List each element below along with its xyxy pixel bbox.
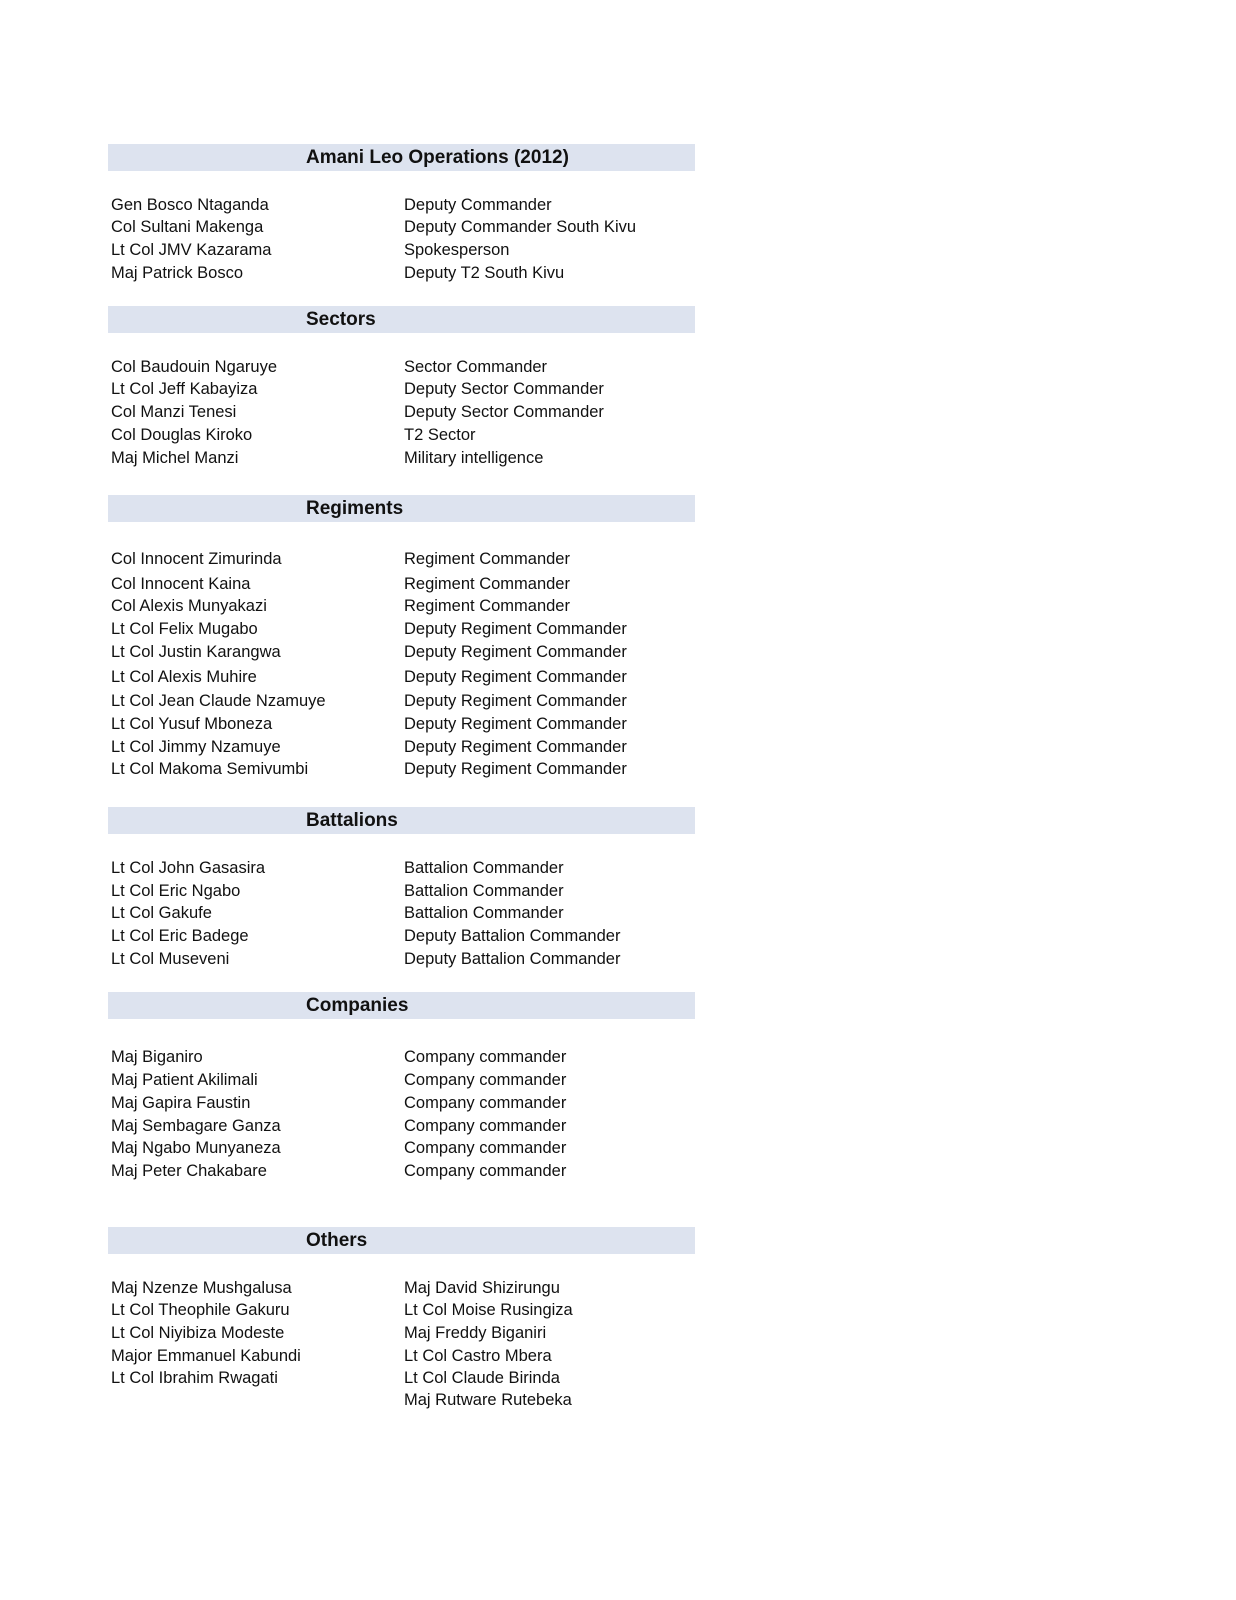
name-cell-right: Maj Rutware Rutebeka [404,1391,572,1409]
section-header-amani-leo-operations [108,144,695,171]
table-row [0,263,1236,285]
table-row [0,379,1236,401]
name-cell: Lt Col Niyibiza Modeste [111,1324,285,1342]
name-cell: Lt Col Alexis Muhire [111,668,257,686]
role-cell: Deputy Regiment Commander [404,692,627,710]
role-cell: Deputy Regiment Commander [404,738,627,756]
name-cell: Col Innocent Zimurinda [111,550,282,568]
role-cell: Regiment Commander [404,575,570,593]
name-cell: Lt Col Theophile Gakuru [111,1301,290,1319]
table-row [0,881,1236,903]
name-cell: Lt Col Yusuf Mboneza [111,715,273,733]
role-cell: Battalion Commander [404,859,564,877]
table-row [0,1116,1236,1138]
role-cell: Company commander [404,1071,567,1089]
table-row [0,714,1236,736]
table-row [0,619,1236,641]
role-cell: Deputy Regiment Commander [404,760,627,778]
name-cell: Lt Col Ibrahim Rwagati [111,1369,278,1387]
name-cell: Lt Col Makoma Semivumbi [111,760,309,778]
role-cell: Deputy Battalion Commander [404,927,621,945]
role-cell: Company commander [404,1117,567,1135]
table-row [0,549,1236,571]
name-cell: Lt Col JMV Kazarama [111,241,272,259]
name-cell: Col Manzi Tenesi [111,403,237,421]
name-cell: Maj Nzenze Mushgalusa [111,1279,292,1297]
table-row [0,1323,1236,1345]
table-row [0,691,1236,713]
table-row [0,667,1236,689]
section-title: Others [306,1230,368,1251]
role-cell: Company commander [404,1048,567,1066]
table-row [0,217,1236,239]
section-title: Battalions [306,810,398,831]
table-row [0,1278,1236,1300]
table-row [0,642,1236,664]
role-cell: Deputy Regiment Commander [404,715,627,733]
name-cell: Maj Patrick Bosco [111,264,244,282]
table-row [0,574,1236,596]
name-cell: Maj Sembagare Ganza [111,1117,281,1135]
table-row [0,949,1236,971]
table-row [0,1093,1236,1115]
name-cell: Col Alexis Munyakazi [111,597,267,615]
role-cell: Military intelligence [404,449,544,467]
role-cell: Regiment Commander [404,597,570,615]
section-header-battalions [108,807,695,834]
name-cell: Lt Col Jimmy Nzamuye [111,738,281,756]
role-cell: Spokesperson [404,241,510,259]
name-cell: Lt Col Jeff Kabayiza [111,380,258,398]
table-row [0,1070,1236,1092]
table-row [0,425,1236,447]
section-header-others [108,1227,695,1254]
table-row [0,1390,1236,1412]
role-cell: Deputy Regiment Commander [404,620,627,638]
role-cell: Company commander [404,1139,567,1157]
name-cell: Gen Bosco Ntaganda [111,196,269,214]
section-title: Regiments [306,498,404,519]
name-cell: Col Innocent Kaina [111,575,251,593]
table-row [0,1368,1236,1390]
name-cell: Col Baudouin Ngaruye [111,358,278,376]
table-row [0,903,1236,925]
name-cell-right: Lt Col Moise Rusingiza [404,1301,573,1319]
table-row [0,737,1236,759]
section-title: Companies [306,995,409,1016]
role-cell: Regiment Commander [404,550,570,568]
table-row [0,596,1236,618]
role-cell: Deputy Regiment Commander [404,668,627,686]
role-cell: Deputy Regiment Commander [404,643,627,661]
table-row [0,1300,1236,1322]
name-cell: Lt Col Eric Badege [111,927,249,945]
name-cell: Lt Col Eric Ngabo [111,882,241,900]
role-cell: Battalion Commander [404,882,564,900]
section-header-sectors [108,306,695,333]
role-cell: T2 Sector [404,426,476,444]
table-row [0,1346,1236,1368]
role-cell: Deputy Battalion Commander [404,950,621,968]
table-row [0,1138,1236,1160]
table-row [0,195,1236,217]
name-cell: Maj Biganiro [111,1048,203,1066]
table-row [0,402,1236,424]
name-cell: Maj Michel Manzi [111,449,239,467]
section-header-companies [108,992,695,1019]
role-cell: Company commander [404,1094,567,1112]
role-cell: Battalion Commander [404,904,564,922]
name-cell: Major Emmanuel Kabundi [111,1347,301,1365]
table-row [0,1047,1236,1069]
role-cell: Sector Commander [404,358,548,376]
role-cell: Deputy T2 South Kivu [404,264,565,282]
name-cell: Lt Col Justin Karangwa [111,643,281,661]
role-cell: Deputy Commander South Kivu [404,218,637,236]
name-cell: Maj Gapira Faustin [111,1094,251,1112]
name-cell-right: Maj Freddy Biganiri [404,1324,547,1342]
name-cell: Lt Col John Gasasira [111,859,266,877]
name-cell: Lt Col Jean Claude Nzamuye [111,692,326,710]
name-cell: Maj Patient Akilimali [111,1071,258,1089]
name-cell-right: Lt Col Castro Mbera [404,1347,552,1365]
table-row [0,858,1236,880]
table-row [0,759,1236,781]
table-row [0,357,1236,379]
name-cell-right: Lt Col Claude Birinda [404,1369,560,1387]
role-cell: Deputy Commander [404,196,552,214]
role-cell: Deputy Sector Commander [404,380,604,398]
name-cell: Maj Peter Chakabare [111,1162,267,1180]
name-cell: Col Douglas Kiroko [111,426,253,444]
name-cell: Maj Ngabo Munyaneza [111,1139,281,1157]
table-row [0,1161,1236,1183]
name-cell-right: Maj David Shizirungu [404,1279,560,1297]
section-title: Amani Leo Operations (2012) [306,147,569,168]
name-cell: Lt Col Gakufe [111,904,212,922]
section-title: Sectors [306,309,376,330]
name-cell: Lt Col Museveni [111,950,230,968]
name-cell: Lt Col Felix Mugabo [111,620,258,638]
role-cell: Company commander [404,1162,567,1180]
name-cell: Col Sultani Makenga [111,218,264,236]
table-row [0,448,1236,470]
table-row [0,240,1236,262]
table-row [0,926,1236,948]
role-cell: Deputy Sector Commander [404,403,604,421]
section-header-regiments [108,495,695,522]
